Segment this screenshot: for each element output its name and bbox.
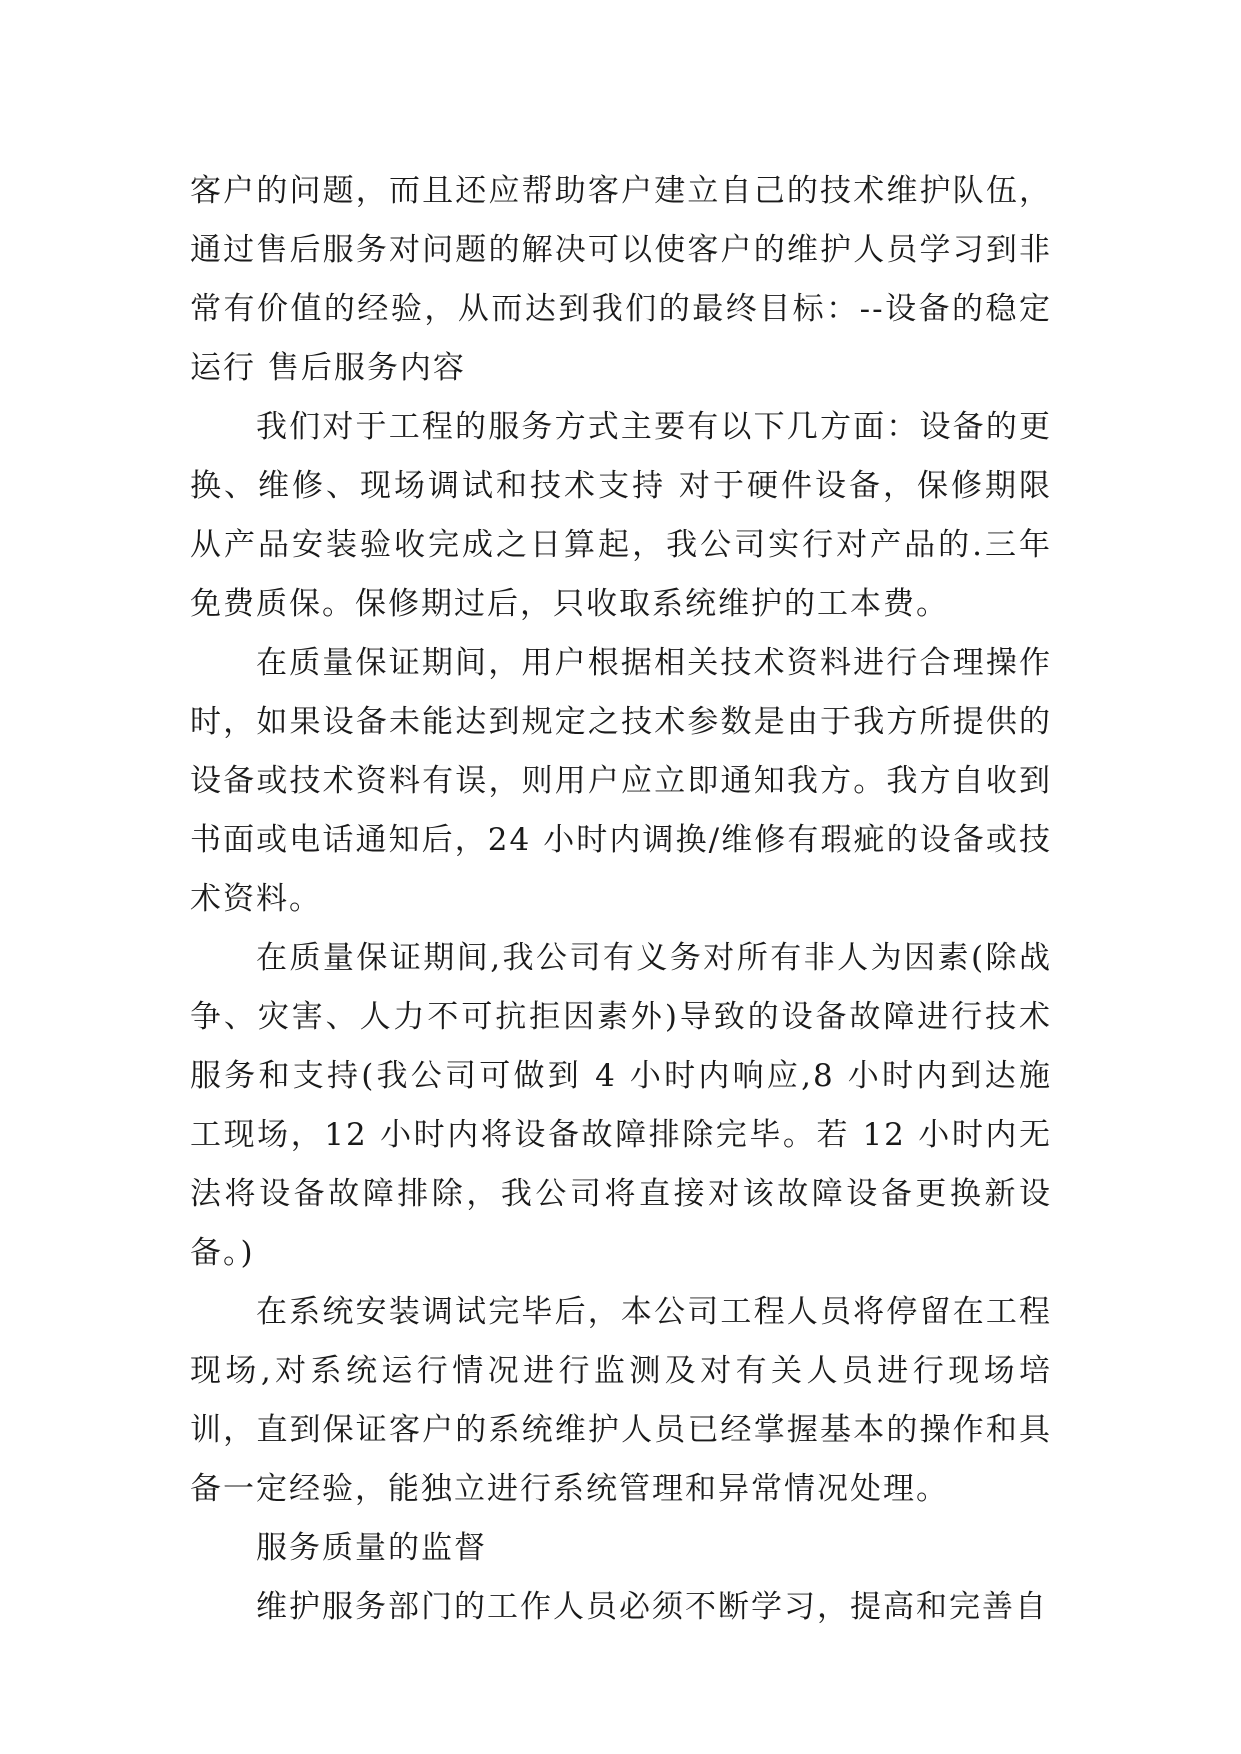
paragraph-staff-learning: 维护服务部门的工作人员必须不断学习，提高和完善自 bbox=[256, 1589, 1048, 1625]
paragraph-continuation: 客户的问题，而且还应帮助客户建立自己的技术维护队伍，通过售后服务对问题的解决可以使客户的维护人员学习到非常有价值的经验，从而达到我们的最终目标：--设备的稳定运行 售后服务内容 bbox=[190, 173, 1052, 386]
document-body bbox=[190, 162, 1052, 1637]
section-heading-quality-supervision: 服务质量的监督 bbox=[256, 1530, 487, 1566]
paragraph-warranty-notice: 在质量保证期间，用户根据相关技术资料进行合理操作时，如果设备未能达到规定之技术参数是由于我方所提供的设备或技术资料有误，则用户应立即通知我方。我方自收到书面或电话通知后，24 小时内调换/维修有瑕疵的设备或技术资料。 bbox=[190, 645, 1052, 917]
paragraph-service-methods: 我们对于工程的服务方式主要有以下几方面：设备的更换、维修、现场调试和技术支持 对于硬件设备，保修期限从产品安装验收完成之日算起，我公司实行对产品的.三年免费质保。保修期过后，只收取系统维护的工本费。 bbox=[190, 409, 1052, 622]
paragraph-fault-response: 在质量保证期间,我公司有义务对所有非人为因素(除战争、灾害、人力不可抗拒因素外)导致的设备故障进行技术服务和支持(我公司可做到 4 小时内响应,8 小时内到达施工现场，12 小时内将设备故障排除完毕。若 12 小时内无法将设备故障排除，我公司将直接对该故障设备更换新设备。) bbox=[190, 940, 1052, 1271]
paragraph-onsite-training: 在系统安装调试完毕后，本公司工程人员将停留在工程现场,对系统运行情况进行监测及对有关人员进行现场培训，直到保证客户的系统维护人员已经掌握基本的操作和具备一定经验，能独立进行系统管理和异常情况处理。 bbox=[190, 1294, 1052, 1507]
